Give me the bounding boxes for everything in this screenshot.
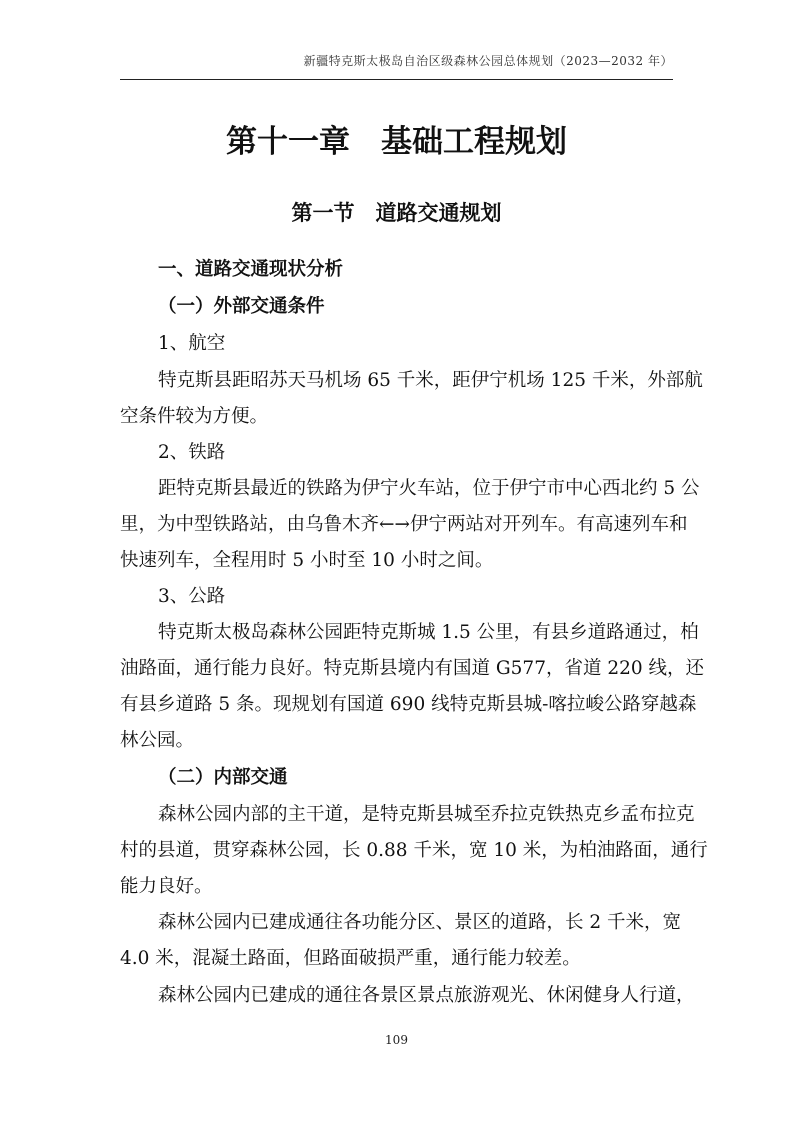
page-number: 109: [385, 1033, 408, 1047]
paragraph-line: 森林公园内已建成通往各功能分区、景区的道路，长 2 千米，宽: [158, 912, 682, 933]
paragraph-line: 里，为中型铁路站，由乌鲁木齐←→伊宁两站对开列车。有高速列车和: [120, 514, 688, 535]
header-rule: [120, 79, 673, 80]
paragraph-line: 油路面，通行能力良好。特克斯县境内有国道 G577，省道 220 线，还: [120, 658, 705, 679]
item-aviation: 1、航空: [158, 333, 226, 354]
paragraph-line: 距特克斯县最近的铁路为伊宁火车站，位于伊宁市中心西北约 5 公: [158, 478, 700, 499]
paragraph-line: 特克斯太极岛森林公园距特克斯城 1.5 公里，有县乡道路通过，柏: [158, 622, 699, 643]
heading-status-analysis: 一、道路交通现状分析: [158, 259, 344, 280]
heading-external-traffic: （一）外部交通条件: [158, 296, 325, 317]
item-railway: 2、铁路: [158, 442, 226, 463]
paragraph-line: 林公园。: [120, 730, 195, 751]
running-header: 新疆特克斯太极岛自治区级森林公园总体规划（2023—2032 年）: [303, 54, 673, 68]
paragraph-line: 特克斯县距昭苏天马机场 65 千米，距伊宁机场 125 千米，外部航: [158, 370, 703, 391]
paragraph-line: 村的县道，贯穿森林公园，长 0.88 千米，宽 10 米，为柏油路面，通行: [120, 840, 708, 861]
heading-internal-traffic: （二）内部交通: [158, 767, 288, 788]
paragraph-line: 4.0 米，混凝土路面，但路面破损严重，通行能力较差。: [120, 948, 581, 969]
paragraph-line: 空条件较为方便。: [120, 406, 269, 427]
item-highway: 3、公路: [158, 586, 226, 607]
section-title: 第一节 道路交通规划: [291, 200, 502, 225]
paragraph-line: 有县乡道路 5 条。现规划有国道 690 线特克斯县城-喀拉峻公路穿越森: [120, 694, 697, 715]
paragraph-line: 快速列车，全程用时 5 小时至 10 小时之间。: [120, 550, 494, 571]
paragraph-line: 能力良好。: [120, 876, 213, 897]
paragraph-line: 森林公园内已建成的通往各景区景点旅游观光、休闲健身人行道，: [158, 985, 695, 1006]
paragraph-line: 森林公园内部的主干道，是特克斯县城至乔拉克铁热克乡孟布拉克: [158, 804, 695, 825]
chapter-title: 第十一章 基础工程规划: [226, 124, 567, 160]
